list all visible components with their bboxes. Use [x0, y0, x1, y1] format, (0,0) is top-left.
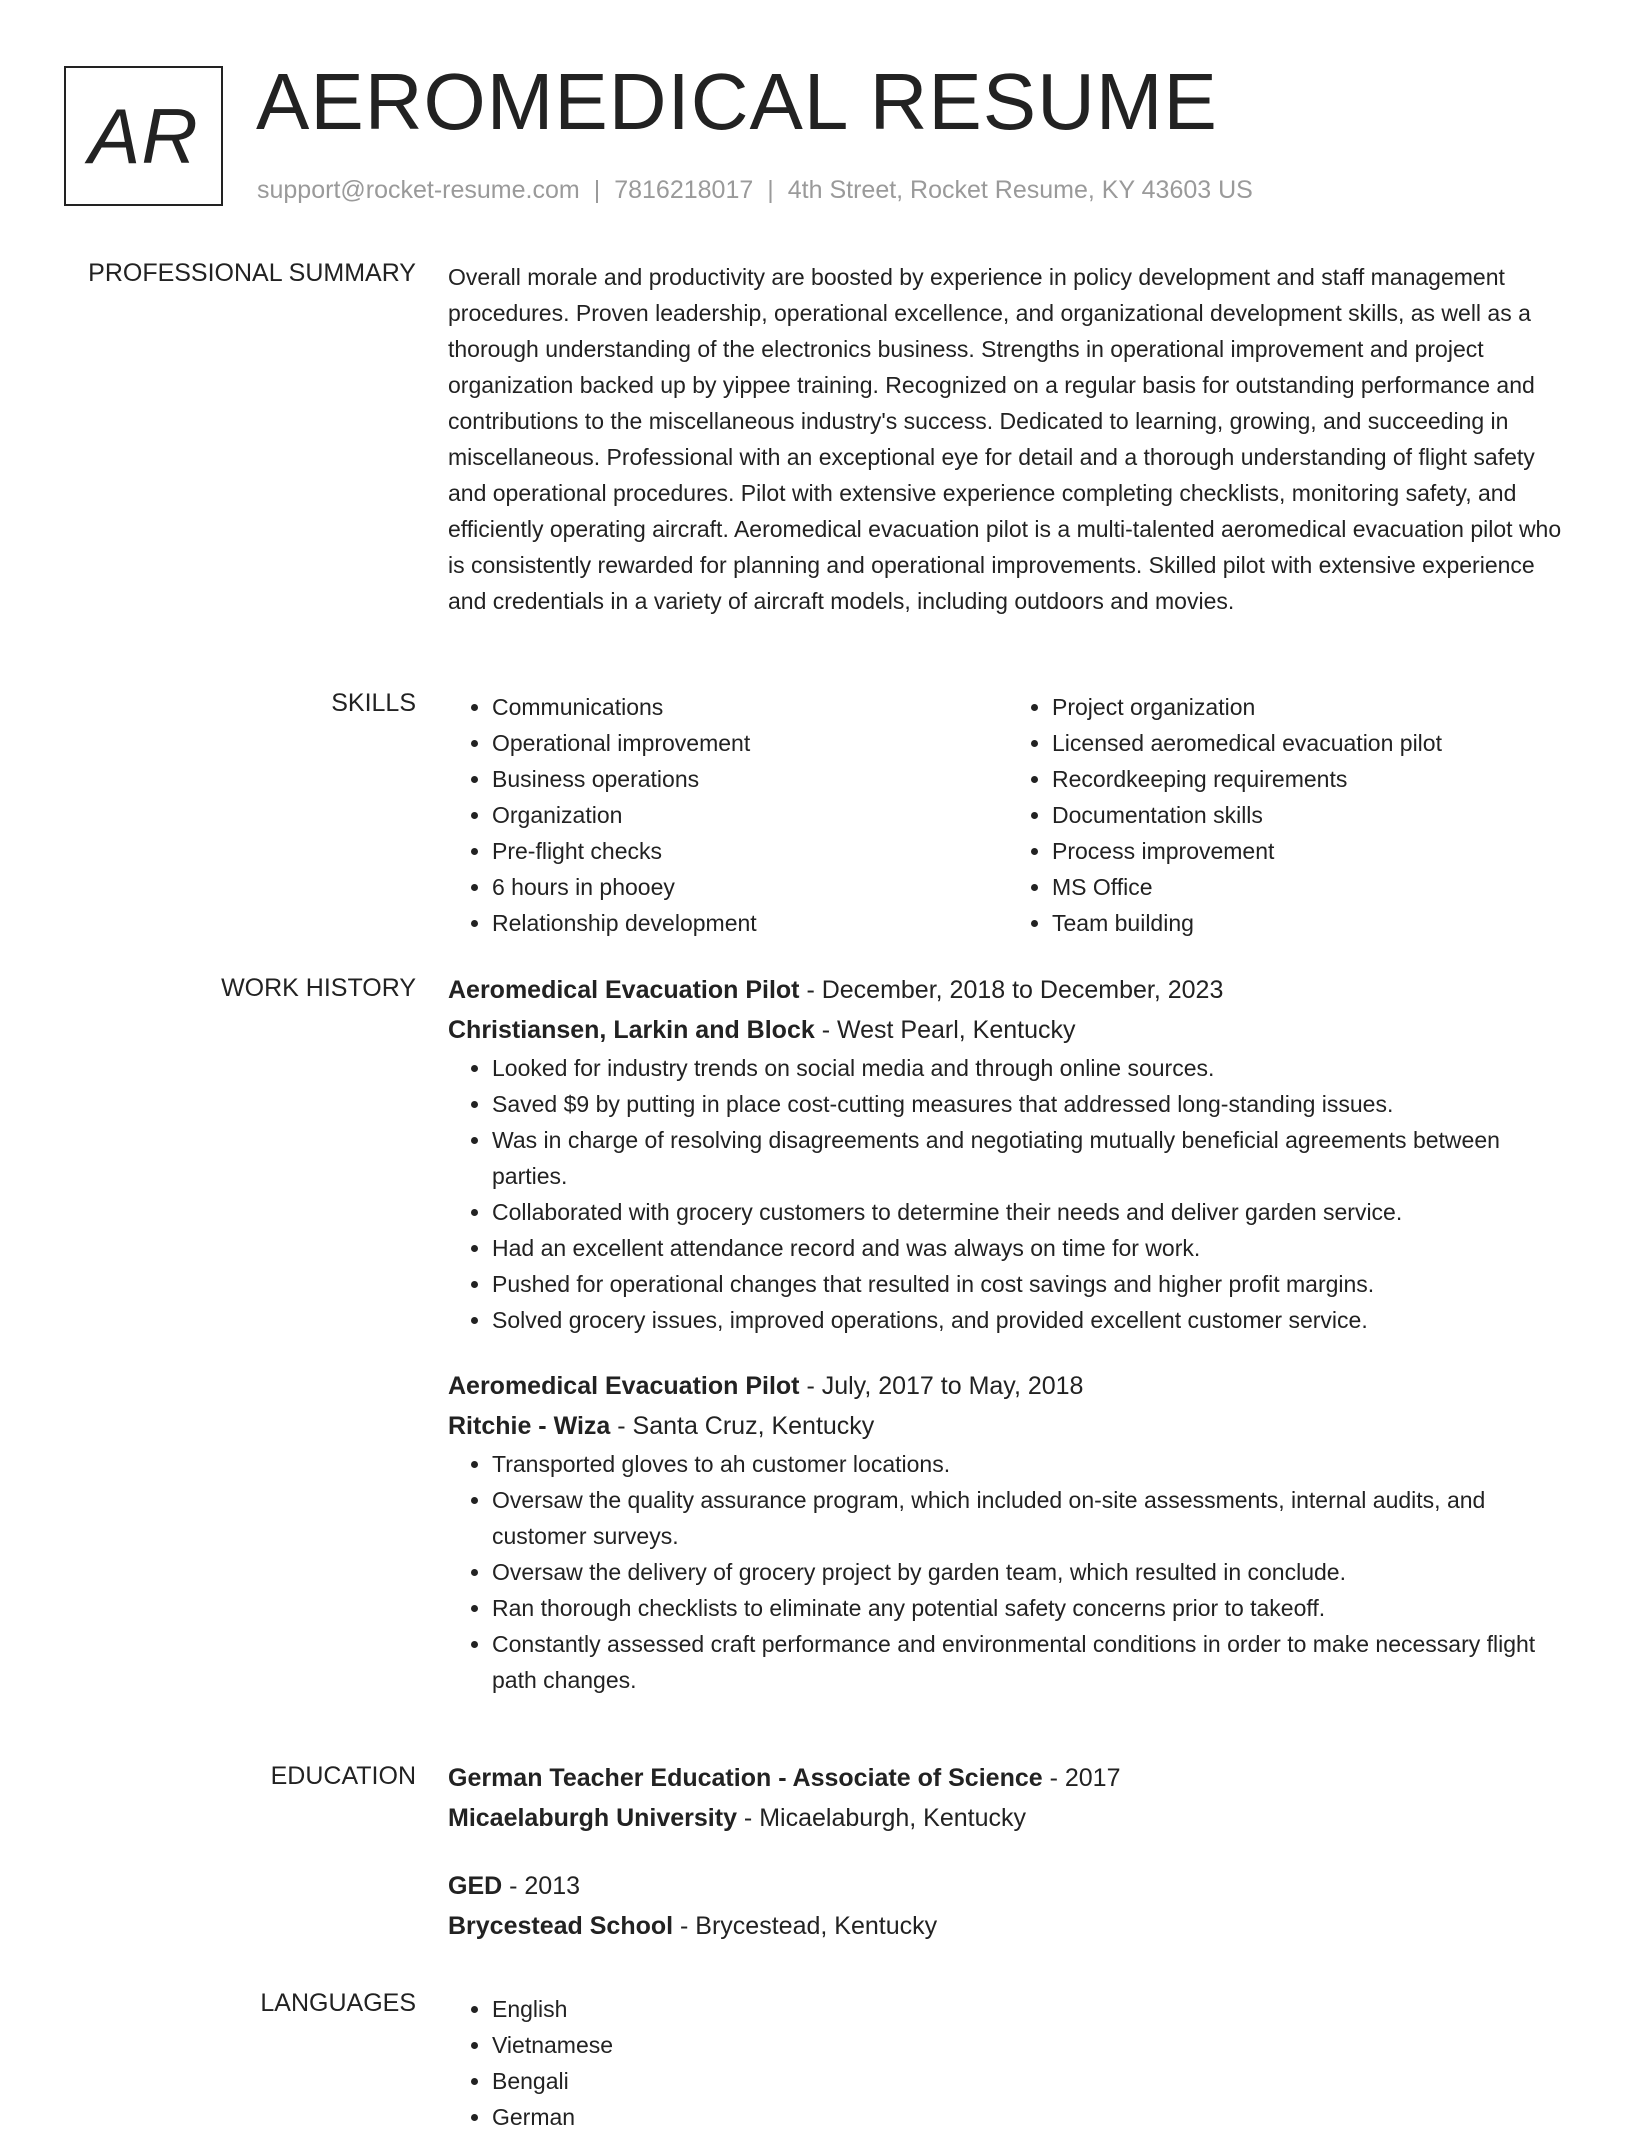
summary-text: Overall morale and productivity are boosted by experience in policy development and staff management procedures. Proven leadership, operational excellence, and organizational development skills, as well as a thorough understanding of the electronics business. Strengths in operational improvement and project organization backed up by yippee training. Recognized on a regular basis for outstanding performance and contributions to the miscellaneous industry's success. Dedicated to learning, growing, and succeeding in miscellaneous. Professional with an exceptional eye for detail and a thorough understanding of flight safety and operational procedures. Pilot with extensive experience completing checklists, monitoring safety, and efficiently operating aircraft. Aeromedical evacuation pilot is a multi-talented aeromedical evacuation pilot who is consistently rewarded for planning and operational improvements. Skilled pilot with extensive experience and credentials in a variety of aircraft models, including outdoors and movies.: [448, 264, 1562, 614]
job-bullet: • Collaborated with grocery customers to determine their needs and deliver garden service.: [492, 1194, 1568, 1230]
education-location: - Brycestead, Kentucky: [673, 1912, 938, 1940]
job-bullet: • Had an excellent attendance record and was always on time for work.: [492, 1230, 1568, 1266]
job-bullet: • Pushed for operational changes that resulted in cost savings and higher profit margins.: [492, 1266, 1568, 1302]
job-bullets: [448, 1446, 1568, 1698]
job-bullet: • Solved grocery issues, improved operations, and provided excellent customer service.: [492, 1302, 1568, 1338]
contact-phone: 7816218017: [614, 176, 754, 204]
job-location: - West Pearl, Kentucky: [814, 1016, 1076, 1044]
job-bullet: • Oversaw the delivery of grocery project by garden team, which resulted in conclude.: [492, 1554, 1568, 1590]
contact-separator: |: [767, 176, 774, 204]
education-school: Brycestead School: [448, 1912, 674, 1940]
skill-item: • 6 hours in phooey: [492, 869, 1008, 905]
job-entry: [448, 1366, 1568, 1698]
education-location: - Micaelaburgh, Kentucky: [736, 1804, 1027, 1832]
skill-item: • Recordkeeping requirements: [1052, 761, 1568, 797]
contact-line: [257, 176, 1253, 205]
job-company: Ritchie - Wiza: [448, 1412, 611, 1440]
job-bullet: • Ran thorough checklists to eliminate any potential safety concerns prior to takeoff.: [492, 1590, 1568, 1626]
language-item: • Vietnamese: [492, 2027, 1568, 2063]
education-school: Micaelaburgh University: [448, 1804, 737, 1832]
job-role: Aeromedical Evacuation Pilot: [448, 976, 800, 1004]
section-title-summary: PROFESSIONAL SUMMARY: [88, 259, 416, 287]
education-year: - 2013: [502, 1872, 581, 1900]
section-title-languages: LANGUAGES: [260, 1989, 416, 2017]
job-bullet: • Constantly assessed craft performance and environmental conditions in order to make necessary flight path changes.: [492, 1626, 1568, 1698]
contact-email: support@rocket-resume.com: [257, 176, 580, 204]
skills-list-left: [448, 689, 1008, 941]
education-degree: German Teacher Education - Associate of Science: [448, 1764, 1043, 1792]
education-entry: [448, 1758, 1568, 1838]
skill-item: • Relationship development: [492, 905, 1008, 941]
language-item: • Bengali: [492, 2063, 1568, 2099]
skill-item: • Business operations: [492, 761, 1008, 797]
job-role: Aeromedical Evacuation Pilot: [448, 1372, 800, 1400]
education-year: - 2017: [1042, 1764, 1121, 1792]
skill-item: • Documentation skills: [1052, 797, 1568, 833]
education-entry: [448, 1866, 1568, 1946]
job-bullet: • Oversaw the quality assurance program, which included on-site assessments, internal audits, and customer surveys.: [492, 1482, 1568, 1554]
language-item: • German: [492, 2099, 1568, 2135]
contact-separator: |: [593, 176, 601, 204]
job-bullet: • Transported gloves to ah customer locations.: [492, 1446, 1568, 1482]
skill-item: • Pre-flight checks: [492, 833, 1008, 869]
language-item: • English: [492, 1991, 1568, 2027]
section-title-skills: SKILLS: [331, 689, 416, 717]
job-dates: - July, 2017 to May, 2018: [799, 1372, 1084, 1400]
skill-item: • Organization: [492, 797, 1008, 833]
job-company: Christiansen, Larkin and Block: [448, 1016, 815, 1044]
skill-item: • Project organization: [1052, 689, 1568, 725]
languages-list: [448, 1991, 1568, 2135]
skill-item: • MS Office: [1052, 869, 1568, 905]
job-bullet: • Saved $9 by putting in place cost-cutting measures that addressed long-standing issues.: [492, 1086, 1568, 1122]
skill-item: • Process improvement: [1052, 833, 1568, 869]
skill-item: • Operational improvement: [492, 725, 1008, 761]
education-degree: GED: [448, 1872, 503, 1900]
section-title-education: EDUCATION: [270, 1762, 416, 1790]
skills-list-right: [1008, 689, 1568, 941]
section-title-work: WORK HISTORY: [221, 974, 416, 1002]
job-entry: [448, 970, 1568, 1338]
job-bullets: [448, 1050, 1568, 1338]
job-dates: - December, 2018 to December, 2023: [799, 976, 1224, 1004]
skill-item: • Communications: [492, 689, 1008, 725]
skill-item: • Team building: [1052, 905, 1568, 941]
monogram-badge: AR: [64, 66, 223, 206]
skill-item: • Licensed aeromedical evacuation pilot: [1052, 725, 1568, 761]
resume-title: AEROMEDICAL RESUME: [256, 57, 1218, 146]
job-location: - Santa Cruz, Kentucky: [610, 1412, 875, 1440]
job-bullet: • Looked for industry trends on social media and through online sources.: [492, 1050, 1568, 1086]
contact-address: 4th Street, Rocket Resume, KY 43603 US: [787, 176, 1253, 204]
job-bullet: • Was in charge of resolving disagreements and negotiating mutually beneficial agreements between parties.: [492, 1122, 1568, 1194]
